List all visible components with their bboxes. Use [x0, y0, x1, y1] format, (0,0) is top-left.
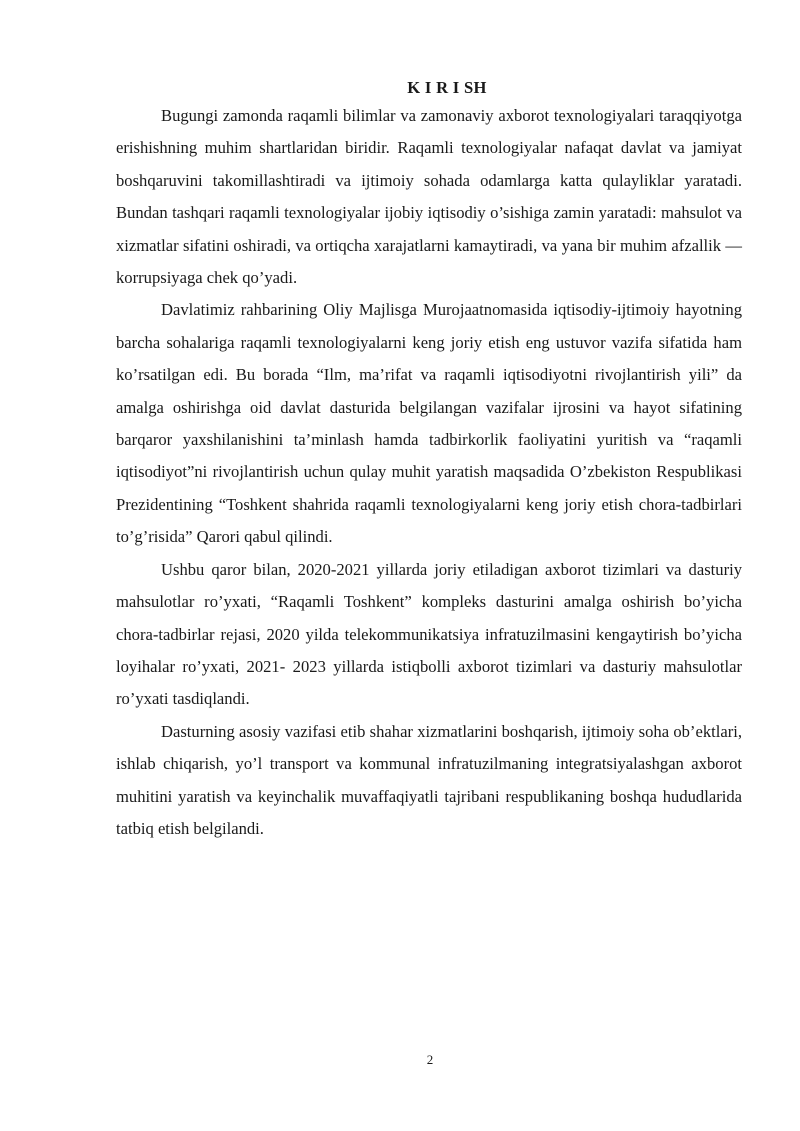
paragraph-2: Davlatimiz rahbarining Oliy Majlisga Murojaatnomasida iqtisodiy-ijtimoiy hayotning barcha sohalariga raqamli texnologiyalarni keng joriy etish eng ustuvor vazifa sifatida ham ko’rsatilgan edi. Bu borada “Ilm, ma’rifat va raqamli iqtisodiyotni rivojlantirish yili” da amalga oshirishga oid davlat dasturida belgilangan vazifalar ijrosini va hayot sifatining barqaror yaxshilanishini ta’minlash hamda tadbirkorlik faoliyatini yuritish va “raqamli iqtisodiyot”ni rivojlantirish uchun qulay muhit yaratish maqsadida O’zbekiston Respublikasi Prezidentining “Toshkent shahrida raqamli texnologiyalarni keng joriy etish chora-tadbirlari to’g’risida” Qarori qabul qilindi.: [116, 300, 742, 547]
document-body: [116, 76, 742, 845]
paragraph-1: Bugungi zamonda raqamli bilimlar va zamonaviy axborot texnologiyalari taraqqiyotga erishishning muhim shartlaridan biridir. Raqamli texnologiyalar nafaqat davlat va jamiyat boshqaruvini takomillashtiradi va ijtimoiy sohada odamlarga katta qulayliklar yaratadi. Bundan tashqari raqamli texnologiyalar ijobiy iqtisodiy o’sishiga zamin yaratadi: mahsulot va xizmatlar sifatini oshiradi, va ortiqcha xarajatlarni kamaytiradi, va yana bir muhim afzallik — korrupsiyaga chek qo’yadi.: [116, 106, 742, 288]
section-heading: K I R I SH: [407, 78, 487, 97]
paragraph-4: Dasturning asosiy vazifasi etib shahar xizmatlarini boshqarish, ijtimoiy soha ob’ektlari, ishlab chiqarish, yo’l transport va kommunal infratuzilmaning integratsiyalashgan axborot muhitini yaratish va keyinchalik muvaffaqiyatli tajribani respublikaning boshqa hududlarida tatbiq etish belgilandi.: [116, 721, 742, 838]
page-number: 2: [426, 1052, 434, 1067]
paragraph-3: Ushbu qaror bilan, 2020-2021 yillarda joriy etiladigan axborot tizimlari va dasturiy mahsulotlar ro’yxati, “Raqamli Toshkent” kompleks dasturini amalga oshirish bo’yicha chora-tadbirlar rejasi, 2020 yilda telekommunikatsiya infratuzilmasini kengaytirish bo’yicha loyihalar ro’yxati, 2021- 2023 yillarda istiqbolli axborot tizimlari va dasturiy mahsulotlar ro’yxati tasdiqlandi.: [116, 559, 742, 709]
